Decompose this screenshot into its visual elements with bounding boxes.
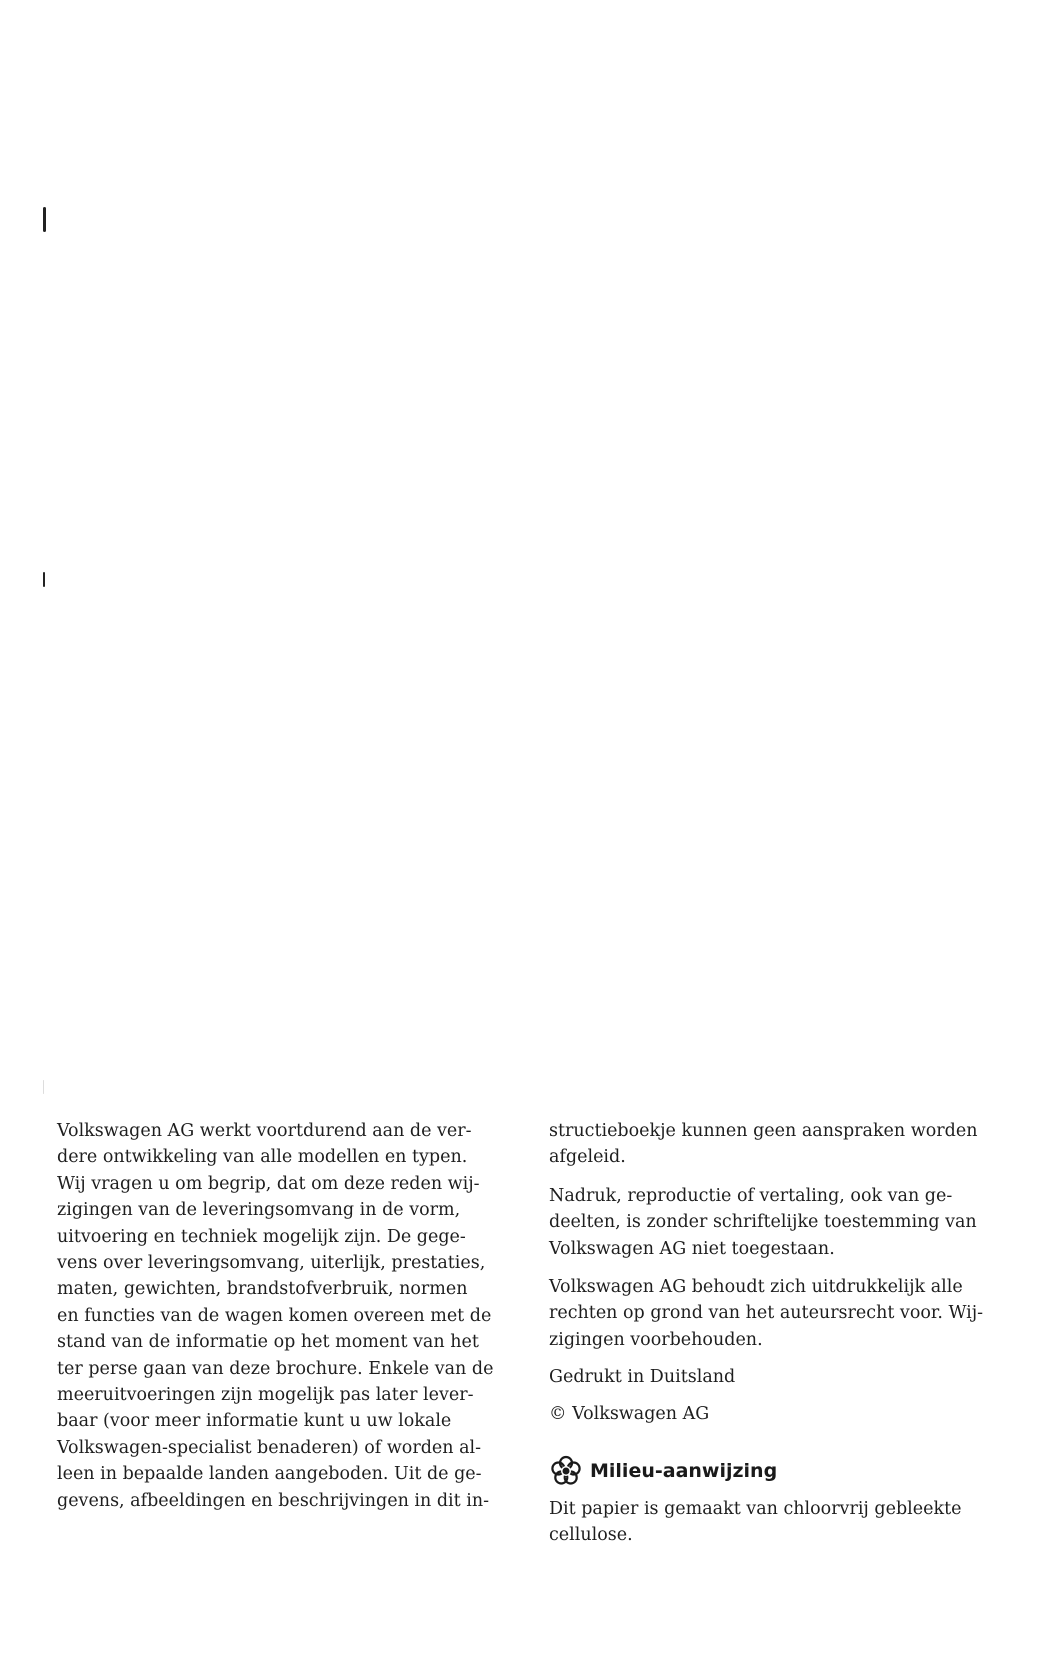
text-line: afgeleid. — [549, 1147, 626, 1168]
text-line: structieboekje kunnen geen aanspraken worden — [549, 1121, 978, 1141]
text-line: dere ontwikkeling van alle modellen en typen. — [57, 1147, 468, 1168]
text-line: cellulose. — [549, 1525, 633, 1546]
scan-mark — [43, 207, 46, 232]
text-line: stand van de informatie op het moment van het — [57, 1332, 479, 1353]
scan-mark — [43, 1080, 44, 1094]
text-line: ter perse gaan van deze brochure. Enkele van de — [57, 1358, 494, 1379]
paragraph-copyright-rights — [549, 1274, 983, 1353]
scan-mark — [43, 572, 45, 587]
text-line: © Volkswagen AG — [549, 1404, 710, 1424]
text-line: gevens, afbeeldingen en beschrijvingen in dit in- — [57, 1490, 490, 1511]
text-line: vens over leveringsomvang, uiterlijk, prestaties, — [57, 1253, 486, 1274]
environment-text — [549, 1496, 961, 1549]
disclaimer-left-column — [57, 1118, 493, 1514]
environment-heading-text: Milieu-aanwijzing — [590, 1460, 778, 1482]
printed-in — [549, 1364, 735, 1390]
text-line: Volkswagen AG werkt voortdurend aan de ver- — [57, 1121, 472, 1141]
text-line: baar (voor meer informatie kunt u uw lokale — [57, 1411, 452, 1432]
text-line: zigingen van de leveringsomvang in de vorm, — [57, 1200, 461, 1221]
text-line: en functies van de wagen komen overeen met de — [57, 1305, 492, 1326]
text-line: Volkswagen AG niet toegestaan. — [549, 1238, 835, 1259]
paragraph-continuation — [549, 1118, 977, 1171]
text-line: leen in bepaalde landen aangeboden. Uit de ge- — [57, 1464, 482, 1485]
text-line: uitvoering en techniek mogelijk zijn. De gege- — [57, 1226, 466, 1247]
flower-icon — [550, 1455, 582, 1487]
environment-heading — [550, 1455, 777, 1487]
paragraph-reproduction — [549, 1183, 977, 1262]
text-line: deelten, is zonder schriftelijke toestemming van — [549, 1212, 977, 1233]
text-line: meeruitvoeringen zijn mogelijk pas later lever- — [57, 1385, 474, 1406]
text-line: Gedrukt in Duitsland — [549, 1367, 736, 1387]
text-line: Volkswagen AG behoudt zich uitdrukkelijk alle — [549, 1277, 963, 1297]
text-line: Volkswagen-specialist benaderen) of worden al- — [57, 1437, 482, 1458]
text-line: Wij vragen u om begrip, dat om deze reden wij- — [57, 1173, 480, 1194]
text-line: zigingen voorbehouden. — [549, 1329, 763, 1350]
text-line: Dit papier is gemaakt van chloorvrij gebleekte — [549, 1499, 962, 1519]
text-line: rechten op grond van het auteursrecht voor. Wij- — [549, 1303, 984, 1324]
copyright — [549, 1401, 709, 1427]
text-line: Nadruk, reproductie of vertaling, ook van ge- — [549, 1186, 953, 1206]
text-line: maten, gewichten, brandstofverbruik, normen — [57, 1279, 468, 1300]
